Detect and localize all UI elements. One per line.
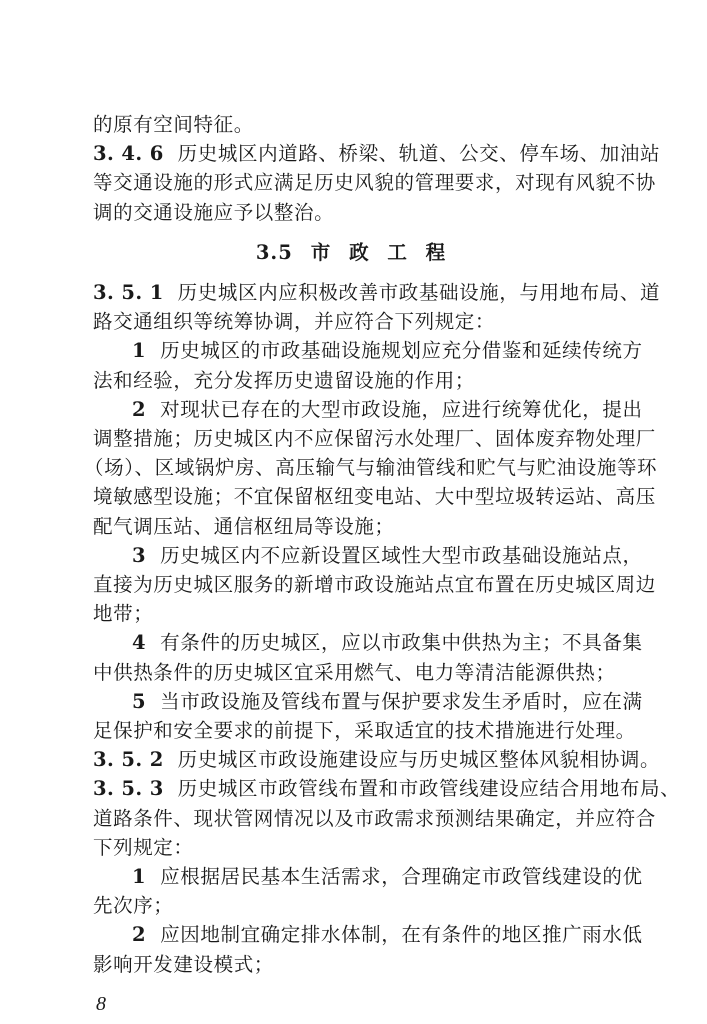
list-item-1	[0, 339, 707, 363]
clause-text: 历史城区市政管线布置和市政管线建设应结合用地布局、	[177, 777, 681, 800]
item-number: 2	[132, 923, 147, 946]
clause-3-4-6	[0, 142, 707, 166]
clause-number: 3. 5. 3	[93, 777, 164, 800]
text-line	[0, 427, 707, 451]
item-number: 5	[132, 690, 147, 713]
list-item-1	[0, 865, 707, 889]
item-number: 3	[132, 544, 147, 567]
item-number: 4	[132, 631, 147, 654]
paragraph-text: 配气调压站、通信枢纽局等设施；	[93, 515, 395, 538]
clause-3-5-3	[0, 777, 707, 801]
paragraph-text: 路交通组织等统筹协调，并应符合下列规定：	[93, 310, 496, 333]
paragraph-text: 先次序；	[93, 894, 174, 917]
paragraph-text: 境敏感型设施；不宜保留枢纽变电站、大中型垃圾转运站、高压	[93, 485, 656, 508]
text-line	[0, 807, 707, 831]
text-line	[0, 310, 707, 334]
text-line	[0, 836, 707, 860]
paragraph-text: 直接为历史城区服务的新增市政设施站点宜布置在历史城区周边	[93, 573, 656, 596]
paragraph-text: （场）、区域锅炉房、高压输气与输油管线和贮气与贮油设施等环	[84, 456, 658, 479]
text-line	[0, 661, 707, 685]
text-line	[0, 456, 707, 480]
list-item-3	[0, 544, 707, 568]
clause-3-5-1	[0, 281, 707, 305]
page-number: 8	[96, 993, 106, 1015]
text-line	[0, 953, 707, 977]
list-item-5	[0, 690, 707, 714]
item-number: 1	[132, 865, 147, 888]
clause-text: 历史城区内应积极改善市政基础设施，与用地布局、道	[177, 281, 661, 304]
text-line	[0, 515, 707, 539]
item-text: 历史城区内不应新设置区域性大型市政基础设施站点，	[160, 544, 643, 567]
item-text: 对现状已存在的大型市政设施，应进行统筹优化，提出	[160, 398, 643, 421]
clause-text: 历史城区市政设施建设应与历史城区整体风貌相协调。	[177, 748, 661, 771]
list-item-2	[0, 923, 707, 947]
paragraph-text: 调整措施；历史城区内不应保留污水处理厂、固体废弃物处理厂	[93, 427, 656, 450]
item-text: 应根据居民基本生活需求，合理确定市政管线建设的优	[160, 865, 643, 888]
section-title: 市 政 工 程	[310, 240, 452, 264]
item-text: 有条件的历史城区，应以市政集中供热为主；不具备集	[160, 631, 643, 654]
paragraph-text: 下列规定：	[93, 836, 194, 859]
paragraph-text: 影响开发建设模式；	[93, 953, 274, 976]
text-line	[0, 485, 707, 509]
list-item-4	[0, 631, 707, 655]
paragraph-text: 法和经验，充分发挥历史遗留设施的作用；	[93, 369, 475, 392]
clause-text: 历史城区内道路、桥梁、轨道、公交、停车场、加油站	[177, 142, 661, 165]
text-line	[0, 894, 707, 918]
paragraph-text: 足保护和安全要求的前提下，采取适宜的技术措施进行处理。	[93, 719, 636, 742]
paragraph-text: 的原有空间特征。	[93, 113, 254, 136]
paragraph-text: 道路条件、现状管网情况以及市政需求预测结果确定，并应符合	[93, 807, 656, 830]
item-text: 当市政设施及管线布置与保护要求发生矛盾时，应在满	[160, 690, 643, 713]
text-line	[0, 719, 707, 743]
paragraph-text: 中供热条件的历史城区宜采用燃气、电力等清洁能源供热；	[93, 661, 616, 684]
text-line	[0, 602, 707, 626]
text-line	[0, 369, 707, 393]
paragraph-text: 地带；	[93, 602, 154, 625]
paragraph-text: 调的交通设施应予以整治。	[93, 201, 335, 224]
section-heading	[0, 240, 707, 266]
text-line	[0, 113, 707, 137]
text-line	[0, 201, 707, 225]
item-number: 1	[132, 339, 147, 362]
paragraph-text: 等交通设施的形式应满足历史风貌的管理要求，对现有风貌不协	[93, 171, 656, 194]
text-line	[0, 171, 707, 195]
clause-number: 3. 5. 1	[93, 281, 164, 304]
text-line	[0, 573, 707, 597]
item-text: 历史城区的市政基础设施规划应充分借鉴和延续传统方	[160, 339, 643, 362]
item-number: 2	[132, 398, 147, 421]
list-item-2	[0, 398, 707, 422]
section-number: 3.5	[255, 240, 293, 264]
clause-number: 3. 5. 2	[93, 748, 164, 771]
item-text: 应因地制宜确定排水体制，在有条件的地区推广雨水低	[160, 923, 643, 946]
clause-3-5-2	[0, 748, 707, 772]
clause-number: 3. 4. 6	[93, 142, 164, 165]
